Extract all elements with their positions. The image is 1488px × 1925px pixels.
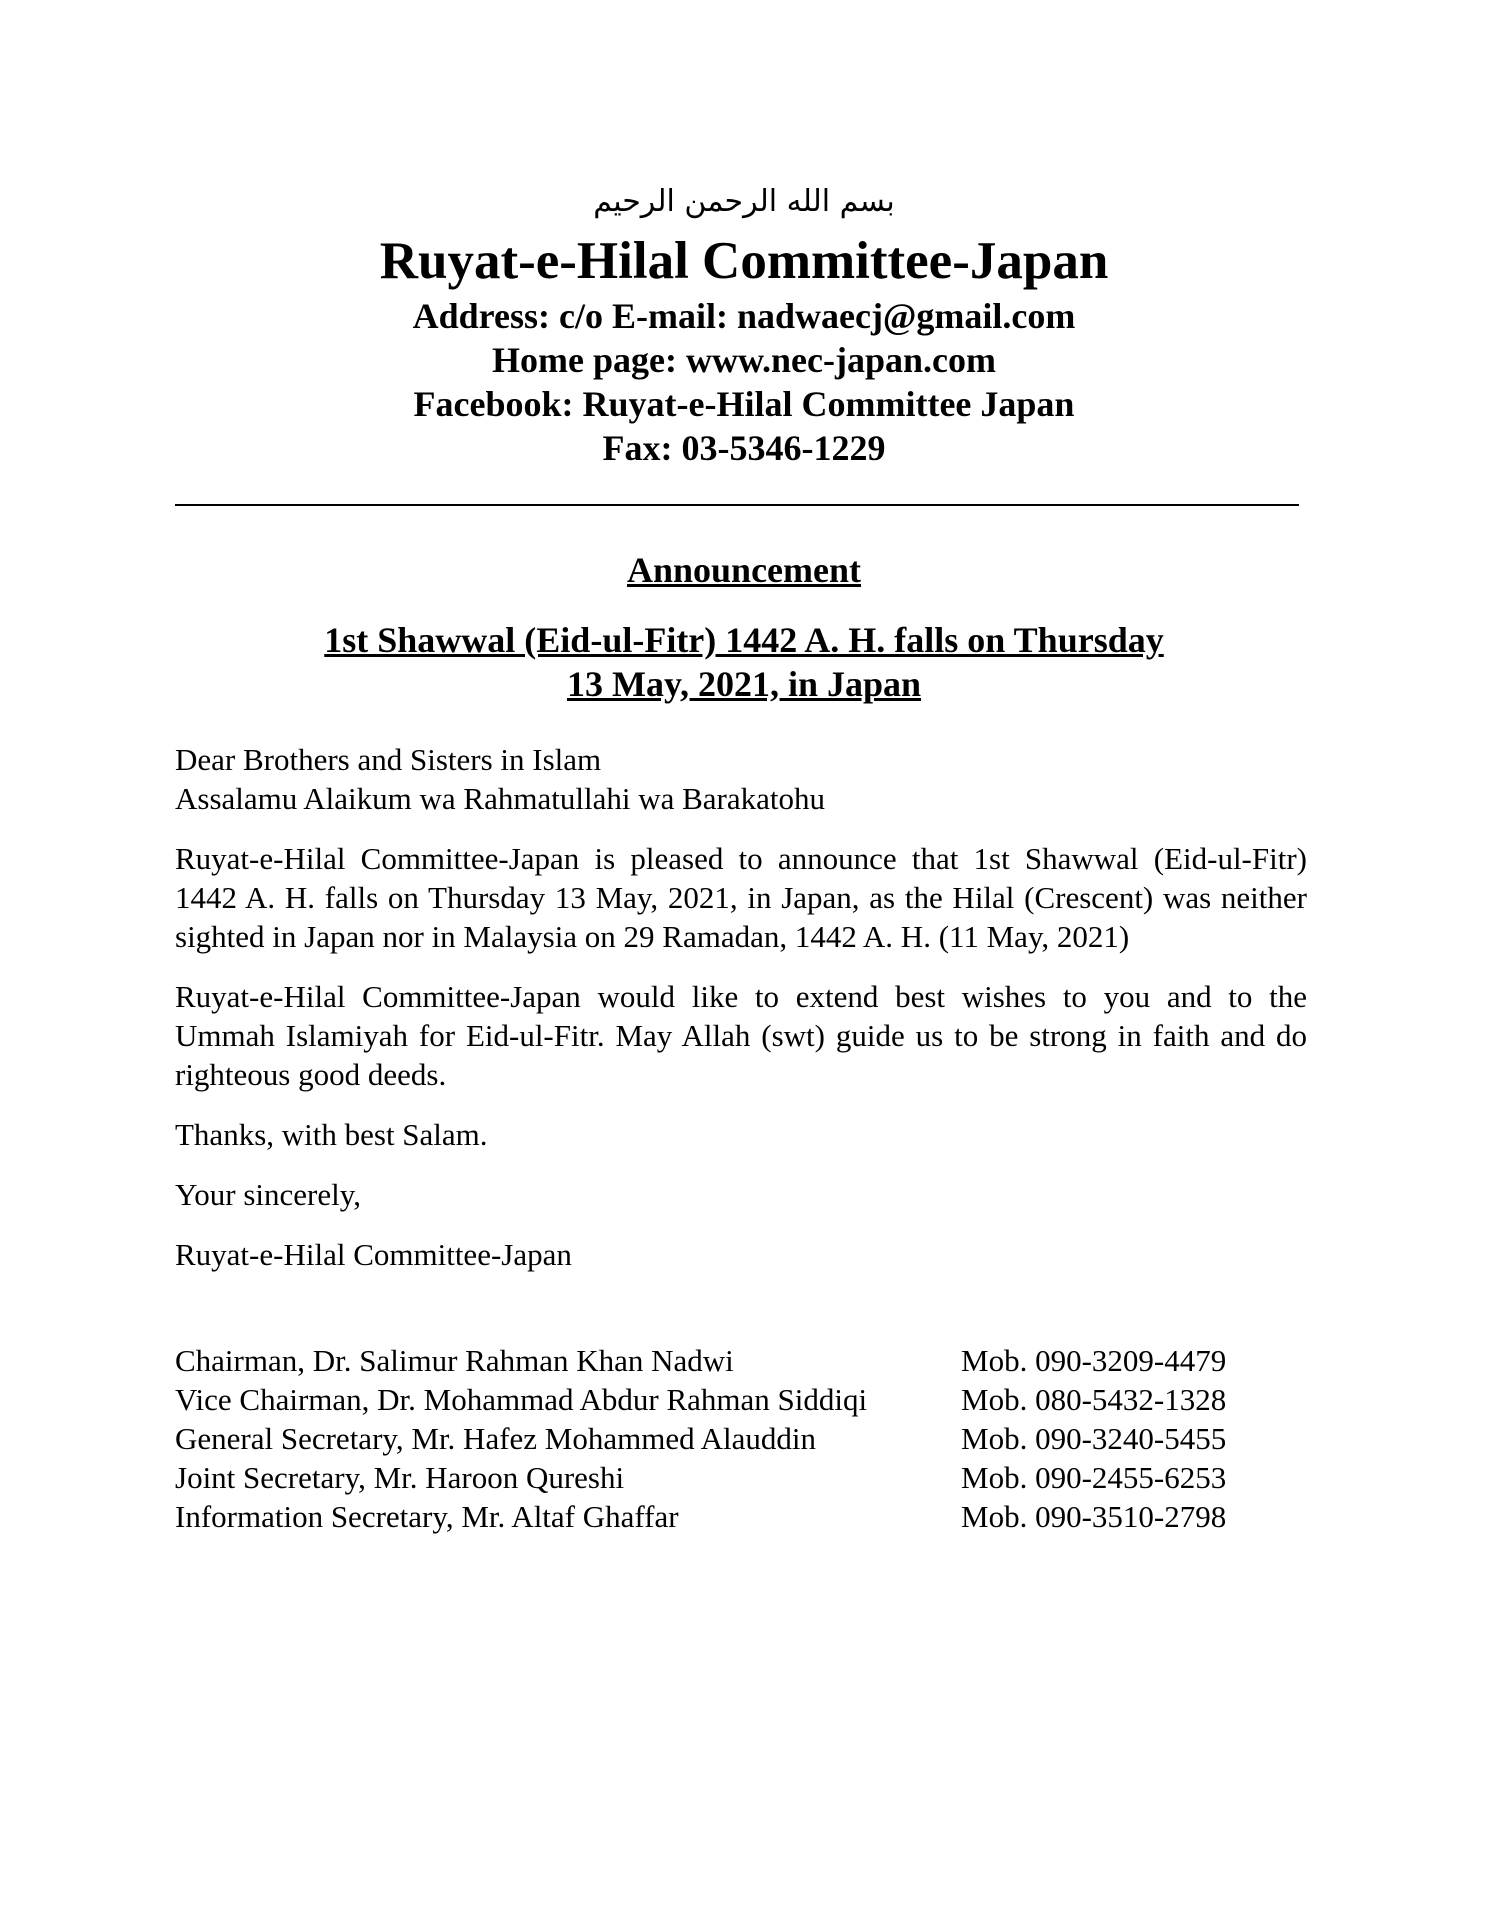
member-role-name: General Secretary, Mr. Hafez Mohammed Alauddin [175, 1421, 817, 1456]
greeting-line-2: Assalamu Alaikum wa Rahmatullahi wa Barakatohu [175, 781, 825, 816]
signature-line: Ruyat-e-Hilal Committee-Japan [175, 1237, 572, 1272]
member-role-name: Vice Chairman, Dr. Mohammad Abdur Rahman Siddiqi [175, 1382, 868, 1417]
member-row [175, 1341, 1307, 1380]
fax-line: Fax: 03-5346-1229 [602, 428, 886, 468]
member-mobile: Mob. 090-2455-6253 [961, 1460, 1227, 1495]
member-role-name: Information Secretary, Mr. Altaf Ghaffar [175, 1499, 679, 1534]
member-row [175, 1497, 1307, 1536]
organization-title: Ruyat-e-Hilal Committee-Japan [379, 232, 1109, 290]
member-role-name: Joint Secretary, Mr. Haroon Qureshi [175, 1460, 625, 1495]
paragraph-announcement: Ruyat-e-Hilal Committee-Japan is pleased to announce that 1st Shawwal (Eid-ul-Fitr) 1442 A. H. falls on Thursday 13 May, 2021, in Japan, as the Hilal (Crescent) was neither sighted in Japan nor in Malaysia on 29 Ramadan, 1442 A. H. (11 May, 2021) [175, 841, 1307, 954]
member-row [175, 1458, 1307, 1497]
announcement-headline [0, 618, 1488, 706]
thanks-line: Thanks, with best Salam. [175, 1117, 488, 1152]
homepage-line: Home page: www.nec-japan.com [492, 340, 996, 380]
member-mobile: Mob. 090-3240-5455 [961, 1421, 1227, 1456]
member-row [175, 1419, 1307, 1458]
header-divider [175, 504, 1299, 506]
member-row [175, 1380, 1307, 1419]
bismillah-text: بسم الله الرحمن الرحيم [593, 184, 895, 219]
facebook-line: Facebook: Ruyat-e-Hilal Committee Japan [413, 384, 1075, 424]
letter-body [175, 740, 1307, 1295]
greeting-line-1: Dear Brothers and Sisters in Islam [175, 742, 602, 777]
address-line: Address: c/o E-mail: nadwaecj@gmail.com [412, 296, 1076, 336]
paragraph-wishes: Ruyat-e-Hilal Committee-Japan would like to extend best wishes to you and to the Ummah Islamiyah for Eid-ul-Fitr. May Allah (swt) guide us to be strong in faith and do righteous good deeds. [175, 979, 1307, 1092]
member-role-name: Chairman, Dr. Salimur Rahman Khan Nadwi [175, 1343, 734, 1378]
greeting [175, 740, 1307, 818]
member-mobile: Mob. 080-5432-1328 [961, 1382, 1227, 1417]
member-mobile: Mob. 090-3510-2798 [961, 1499, 1227, 1534]
committee-members-list [175, 1341, 1307, 1536]
headline-line-1: 1st Shawwal (Eid-ul-Fitr) 1442 A. H. falls on Thursday [324, 620, 1164, 660]
closing-line: Your sincerely, [175, 1177, 361, 1212]
member-mobile: Mob. 090-3209-4479 [961, 1343, 1227, 1378]
announcement-label: Announcement [626, 550, 862, 590]
letterhead [0, 180, 1488, 470]
headline-line-2: 13 May, 2021, in Japan [566, 664, 922, 704]
